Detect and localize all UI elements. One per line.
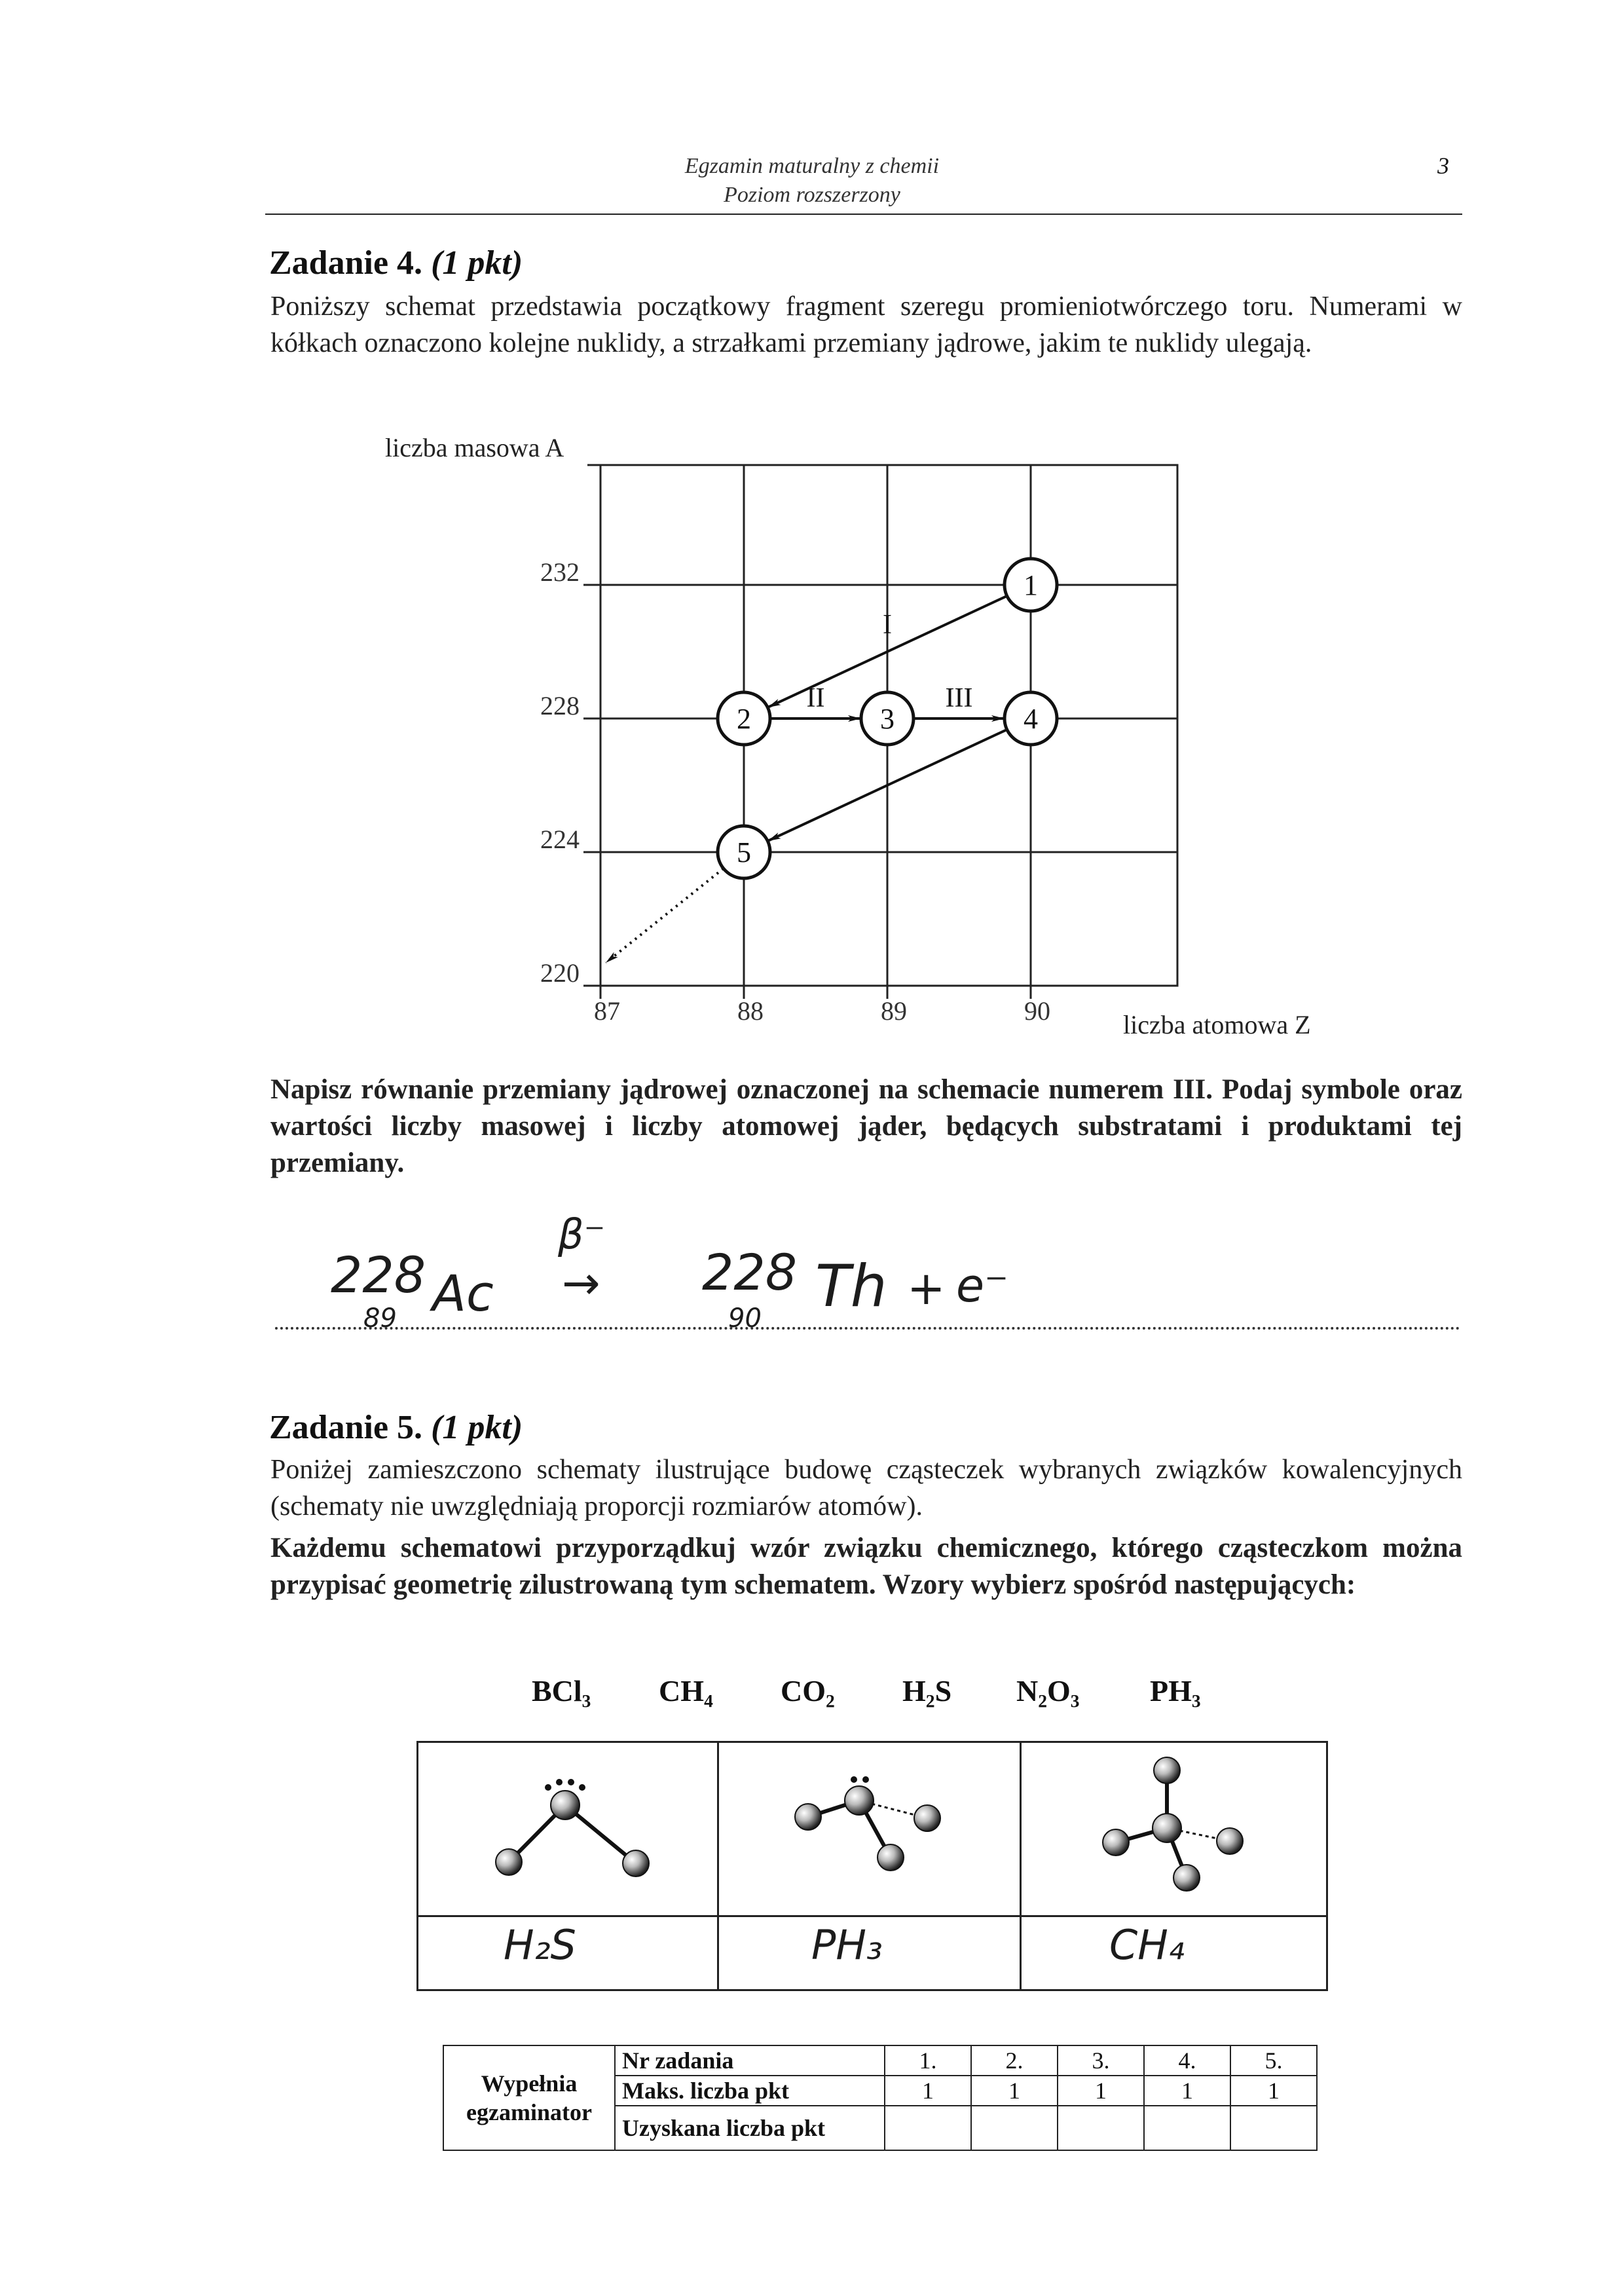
answer-dotted-line — [275, 1327, 1460, 1330]
diagram-transitions — [606, 596, 1007, 963]
obtained-points-cell[interactable] — [885, 2106, 971, 2150]
task4-instruction: Napisz równanie przemiany jądrowej oznaczonej na schemacie numerem III. Podaj symbole oraz wartości liczby masowej i liczby atomowej jąder, będących substratami i produktami tej przemiany. — [270, 1074, 1462, 1178]
formula-4: H₂S — [902, 1674, 952, 1707]
formula-5: N₂O₃ — [1016, 1674, 1080, 1707]
task-number-cell: 5. — [1230, 2045, 1317, 2076]
row-task-number-label: Nr zadania — [615, 2045, 885, 2076]
nuclide-label: 5 — [737, 836, 751, 868]
task5-title — [269, 1408, 523, 1447]
task5-instruction: Każdemu schematowi przyporządkuj wzór związku chemicznego, którego cząsteczkom można przypisać geometrię zilustrowaną tym schematem. Wzory wybierz spośród następujących: — [270, 1533, 1462, 1600]
obtained-points-cell[interactable] — [1058, 2106, 1144, 2150]
task-number-cell: 2. — [971, 2045, 1058, 2076]
x-axis-label: liczba atomowa Z — [1123, 1010, 1311, 1039]
task-number-cell: 4. — [1144, 2045, 1230, 2076]
hw-mass-number-2: 228 — [702, 1243, 798, 1301]
answer-1: H₂S — [504, 1921, 576, 1969]
task5-intro: Poniżej zamieszczono schematy ilustrujące budowę cząsteczek wybranych związków kowalencyjnych (schematy nie uwzględniają proporcji rozmiarów atomów). — [270, 1455, 1462, 1521]
header-rule — [265, 214, 1462, 215]
x-tick-label: 87 — [594, 996, 620, 1026]
hw-symbol-1: Ac — [432, 1264, 494, 1322]
hw-arrow-label: β⁻ — [558, 1210, 606, 1258]
transition-label: I — [883, 610, 892, 640]
examiner-label-line2: egzaminator — [466, 2099, 592, 2125]
nuclide-diagram — [341, 419, 1362, 1048]
hw-electron: e⁻ — [956, 1259, 1009, 1313]
nuclide-label: 1 — [1024, 569, 1038, 601]
y-tick-label: 224 — [540, 825, 580, 854]
table-row-divider — [418, 1915, 1326, 1917]
hw-atomic-number-1: 89 — [363, 1303, 397, 1334]
max-points-cell: 1 — [1230, 2076, 1317, 2106]
answer-3: CH₄ — [1109, 1921, 1185, 1969]
max-points-cell: 1 — [971, 2076, 1058, 2106]
examiner-label — [443, 2045, 615, 2150]
hw-symbol-2: Th — [815, 1252, 887, 1320]
y-tick-label: 220 — [540, 958, 580, 988]
row-obtained-points-label: Uzyskana liczba pkt — [615, 2106, 885, 2150]
task-number-cell: 1. — [885, 2045, 971, 2076]
molecule-table — [416, 1741, 1328, 1991]
y-tick-label: 228 — [540, 691, 580, 720]
obtained-points-cell[interactable] — [971, 2106, 1058, 2150]
y-tick-label: 232 — [540, 557, 580, 587]
task5-title-text: Zadanie 5. — [269, 1409, 423, 1446]
task5-points: (1 pkt) — [431, 1409, 523, 1446]
hw-arrow: → — [562, 1256, 600, 1310]
examiner-label-line1: Wypełnia — [481, 2070, 578, 2097]
header-exam-title: Egzamin maturalny z chemii — [684, 154, 940, 178]
task4-intro: Poniższy schemat przedstawia początkowy fragment szeregu promieniotwórczego toru. Numerami w kółkach oznaczono kolejne nuklidy, a strzałkami przemiany jądrowe, jakim te nuklidy ulegają. — [270, 291, 1462, 358]
x-tick-label: 88 — [737, 996, 764, 1026]
nuclide-label: 3 — [880, 703, 895, 735]
x-tick-label: 89 — [881, 996, 907, 1026]
pyramidal-molecule-icon — [719, 1743, 1020, 1915]
formula-3: CO₂ — [781, 1674, 835, 1707]
y-axis-label: liczba masowa A — [385, 433, 564, 462]
max-points-cell: 1 — [1058, 2076, 1144, 2106]
transition-arrow — [606, 868, 724, 963]
score-table — [443, 2045, 1318, 2151]
tetrahedral-molecule-icon — [1022, 1743, 1324, 1915]
task-number-cell: 3. — [1058, 2045, 1144, 2076]
max-points-cell: 1 — [1144, 2076, 1230, 2106]
page-number: 3 — [1437, 153, 1449, 179]
obtained-points-cell[interactable] — [1144, 2106, 1230, 2150]
max-points-cell: 1 — [885, 2076, 971, 2106]
task4-title-text: Zadanie 4. — [269, 244, 423, 282]
transition-label: III — [945, 683, 973, 713]
x-tick-label: 90 — [1024, 996, 1050, 1026]
hw-mass-number-1: 228 — [331, 1246, 426, 1304]
hw-atomic-number-2: 90 — [728, 1303, 762, 1334]
formula-2: CH₄ — [659, 1674, 713, 1707]
nuclide-label: 4 — [1024, 703, 1038, 735]
nuclide-label: 2 — [737, 703, 751, 735]
formula-6: PH₃ — [1150, 1674, 1201, 1707]
task4-title — [269, 244, 523, 282]
header-level: Poziom rozszerzony — [724, 183, 900, 207]
task4-points: (1 pkt) — [431, 244, 523, 282]
transition-label: II — [806, 683, 825, 713]
formula-1: BCl₃ — [532, 1674, 591, 1707]
obtained-points-cell[interactable] — [1230, 2106, 1317, 2150]
answer-2: PH₃ — [811, 1921, 883, 1969]
hw-plus: + — [907, 1261, 946, 1315]
bent-molecule-icon — [418, 1743, 717, 1915]
row-max-points-label: Maks. liczba pkt — [615, 2076, 885, 2106]
